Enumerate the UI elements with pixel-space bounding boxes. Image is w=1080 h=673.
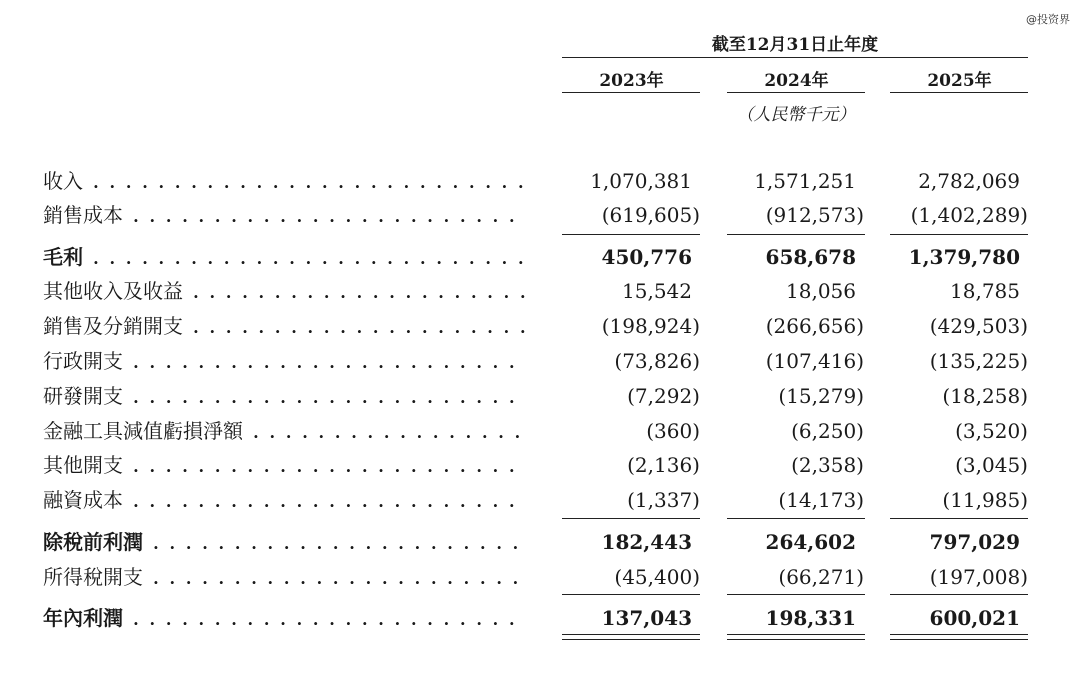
value-cell-1: (73,826)	[614, 349, 700, 373]
row-label	[43, 311, 526, 343]
year-header-2024: 2024年	[764, 71, 829, 91]
row-label-text: 銷售成本	[43, 203, 123, 227]
table-row	[0, 242, 1080, 272]
subtotal-rule	[562, 594, 700, 595]
row-label	[43, 381, 526, 413]
table-row	[0, 450, 1080, 480]
subtotal-rule	[562, 518, 700, 519]
table-row	[0, 311, 1080, 341]
value-cell-3: (135,225)	[929, 349, 1028, 373]
value-cell-3: 1,379,780	[908, 245, 1020, 269]
value-cell-2: (266,656)	[765, 314, 864, 338]
value-cell-1: (2,136)	[627, 453, 700, 477]
value-cell-1: (360)	[646, 419, 700, 443]
value-cell-3: (1,402,289)	[910, 203, 1028, 227]
value-cell-2: (2,358)	[791, 453, 864, 477]
value-cell-1: 450,776	[601, 245, 692, 269]
year-underline-2023	[562, 92, 700, 93]
table-row	[0, 200, 1080, 230]
total-double-rule	[727, 639, 865, 640]
row-label-text: 所得稅開支	[43, 565, 143, 589]
subtotal-rule	[890, 594, 1028, 595]
value-cell-2: 1,571,251	[754, 169, 856, 193]
table-row	[0, 527, 1080, 557]
row-label-text: 收入	[43, 169, 83, 193]
value-cell-3: (3,520)	[955, 419, 1028, 443]
value-cell-2: (66,271)	[778, 565, 864, 589]
value-cell-2: (15,279)	[778, 384, 864, 408]
subtotal-rule	[890, 234, 1028, 235]
row-label-text: 其他收入及收益	[43, 279, 183, 303]
value-cell-1: 182,443	[601, 530, 692, 554]
subtotal-rule	[562, 234, 700, 235]
row-label	[43, 242, 526, 274]
value-cell-3: 797,029	[929, 530, 1020, 554]
year-header-2025: 2025年	[927, 71, 992, 91]
total-double-rule	[890, 634, 1028, 635]
row-label-text: 年內利潤	[43, 606, 123, 630]
watermark: @投资界	[1026, 13, 1070, 26]
value-cell-1: 137,043	[601, 606, 692, 630]
value-cell-1: (619,605)	[601, 203, 700, 227]
table-row	[0, 485, 1080, 515]
value-cell-2: (107,416)	[765, 349, 864, 373]
table-row	[0, 346, 1080, 376]
value-cell-3: (18,258)	[942, 384, 1028, 408]
value-cell-3: 600,021	[929, 606, 1020, 630]
row-label-text: 金融工具減值虧損淨額	[43, 419, 243, 443]
value-cell-3: (197,008)	[929, 565, 1028, 589]
row-label	[43, 527, 526, 559]
year-underline-2025	[890, 92, 1028, 93]
total-double-rule	[727, 634, 865, 635]
row-label-text: 行政開支	[43, 349, 123, 373]
row-label	[43, 200, 526, 232]
row-label	[43, 450, 526, 482]
value-cell-3: 18,785	[950, 279, 1020, 303]
value-cell-2: (912,573)	[765, 203, 864, 227]
value-cell-2: 658,678	[765, 245, 856, 269]
value-cell-2: (6,250)	[791, 419, 864, 443]
row-label-text: 融資成本	[43, 488, 123, 512]
table-row	[0, 381, 1080, 411]
header-rule	[562, 57, 1028, 58]
total-double-rule	[562, 639, 700, 640]
value-cell-1: (45,400)	[614, 565, 700, 589]
row-label	[43, 485, 526, 517]
subtotal-rule	[890, 518, 1028, 519]
year-underline-2024	[727, 92, 865, 93]
value-cell-1: (1,337)	[627, 488, 700, 512]
row-label-text: 研發開支	[43, 384, 123, 408]
currency-unit: （人民幣千元）	[736, 105, 856, 125]
table-row	[0, 416, 1080, 446]
value-cell-2: (14,173)	[778, 488, 864, 512]
subtotal-rule	[727, 594, 865, 595]
value-cell-1: 1,070,381	[590, 169, 692, 193]
period-header: 截至12月31日止年度	[711, 35, 879, 55]
value-cell-2: 198,331	[765, 606, 856, 630]
table-row	[0, 166, 1080, 196]
value-cell-1: (198,924)	[601, 314, 700, 338]
value-cell-2: 264,602	[765, 530, 856, 554]
value-cell-1: 15,542	[622, 279, 692, 303]
table-row	[0, 276, 1080, 306]
table-row	[0, 562, 1080, 592]
value-cell-3: (429,503)	[929, 314, 1028, 338]
table-row	[0, 603, 1080, 633]
row-label-text: 除稅前利潤	[43, 530, 143, 554]
value-cell-3: (3,045)	[955, 453, 1028, 477]
total-double-rule	[890, 639, 1028, 640]
year-header-2023: 2023年	[599, 71, 664, 91]
total-double-rule	[562, 634, 700, 635]
row-label-text: 銷售及分銷開支	[43, 314, 183, 338]
row-label	[43, 166, 526, 198]
row-label	[43, 276, 526, 308]
value-cell-3: (11,985)	[942, 488, 1028, 512]
row-label-text: 其他開支	[43, 453, 123, 477]
value-cell-3: 2,782,069	[918, 169, 1020, 193]
value-cell-2: 18,056	[786, 279, 856, 303]
value-cell-1: (7,292)	[627, 384, 700, 408]
subtotal-rule	[727, 518, 865, 519]
row-label	[43, 416, 526, 448]
subtotal-rule	[727, 234, 865, 235]
row-label	[43, 562, 526, 594]
row-label	[43, 603, 526, 635]
row-label	[43, 346, 526, 378]
row-label-text: 毛利	[43, 245, 83, 269]
